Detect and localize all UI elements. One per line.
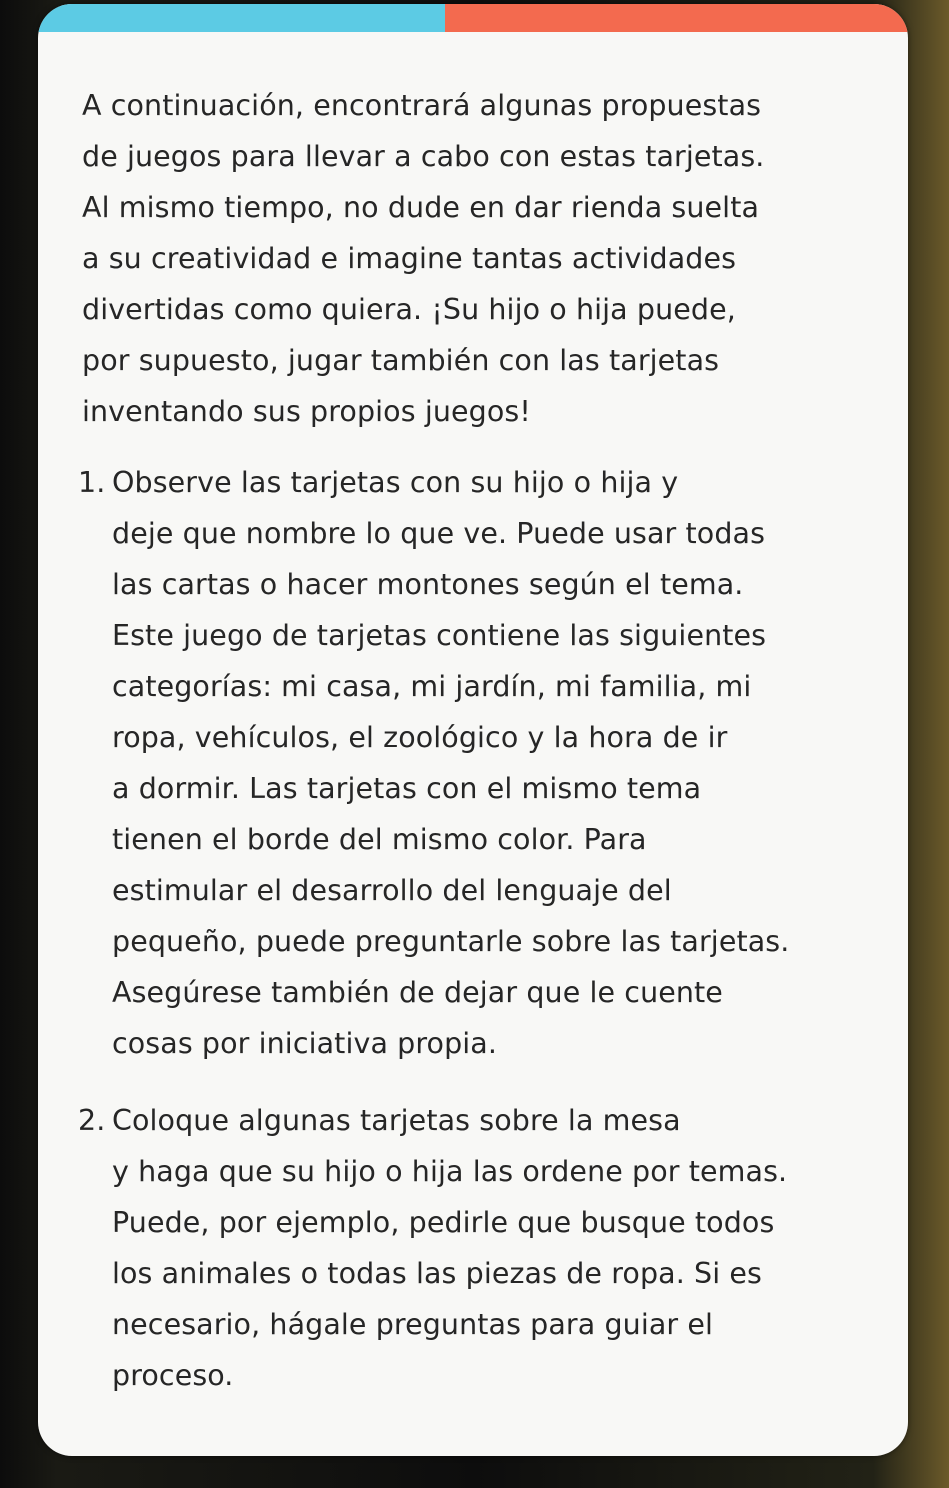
list-line: Asegúrese también de dejar que le cuente <box>112 976 723 1009</box>
intro-line: de juegos para llevar a cabo con estas tarjetas. <box>82 140 765 173</box>
list-line: tienen el borde del mismo color. Para <box>112 823 647 856</box>
list-line: y haga que su hijo o hija las ordene por temas. <box>112 1155 788 1188</box>
list-number: 1. <box>78 466 106 499</box>
intro-line: a su creatividad e imagine tantas actividades <box>82 242 737 275</box>
list-line: pequeño, puede preguntarle sobre las tarjetas. <box>112 925 790 958</box>
list-line: Coloque algunas tarjetas sobre la mesa <box>112 1104 681 1137</box>
list-line: ropa, vehículos, el zoológico y la hora de ir <box>112 721 728 754</box>
list-line: cosas por iniciativa propia. <box>112 1027 498 1060</box>
list-line: necesario, hágale preguntas para guiar el <box>112 1308 714 1341</box>
list-line: proceso. <box>112 1359 234 1392</box>
list-line: a dormir. Las tarjetas con el mismo tema <box>112 772 702 805</box>
intro-line: por supuesto, jugar también con las tarjetas <box>82 344 720 377</box>
list-line: Puede, por ejemplo, pedirle que busque todos <box>112 1206 775 1239</box>
list-line: Observe las tarjetas con su hijo o hija y <box>112 466 679 499</box>
intro-paragraph <box>82 80 882 437</box>
list-line: Este juego de tarjetas contiene las siguientes <box>112 619 767 652</box>
intro-line: inventando sus propios juegos! <box>82 395 531 428</box>
list-line: categorías: mi casa, mi jardín, mi familia, mi <box>112 670 752 703</box>
list-line: estimular el desarrollo del lenguaje del <box>112 874 672 907</box>
intro-line: Al mismo tiempo, no dude en dar rienda suelta <box>82 191 760 224</box>
list-line: deje que nombre lo que ve. Puede usar todas <box>112 517 766 550</box>
card-text <box>78 80 882 1401</box>
top-color-strip-cyan <box>38 4 445 32</box>
list-item-1 <box>78 457 882 1069</box>
list-item-2 <box>78 1095 882 1401</box>
intro-line: divertidas como quiera. ¡Su hijo o hija puede, <box>82 293 736 326</box>
top-color-strip-coral <box>445 4 908 32</box>
instruction-card <box>38 4 908 1456</box>
list-line: las cartas o hacer montones según el tema. <box>112 568 744 601</box>
list-line: los animales o todas las piezas de ropa. Si es <box>112 1257 762 1290</box>
intro-line: A continuación, encontrará algunas propuestas <box>82 89 762 122</box>
list-number: 2. <box>78 1104 106 1137</box>
